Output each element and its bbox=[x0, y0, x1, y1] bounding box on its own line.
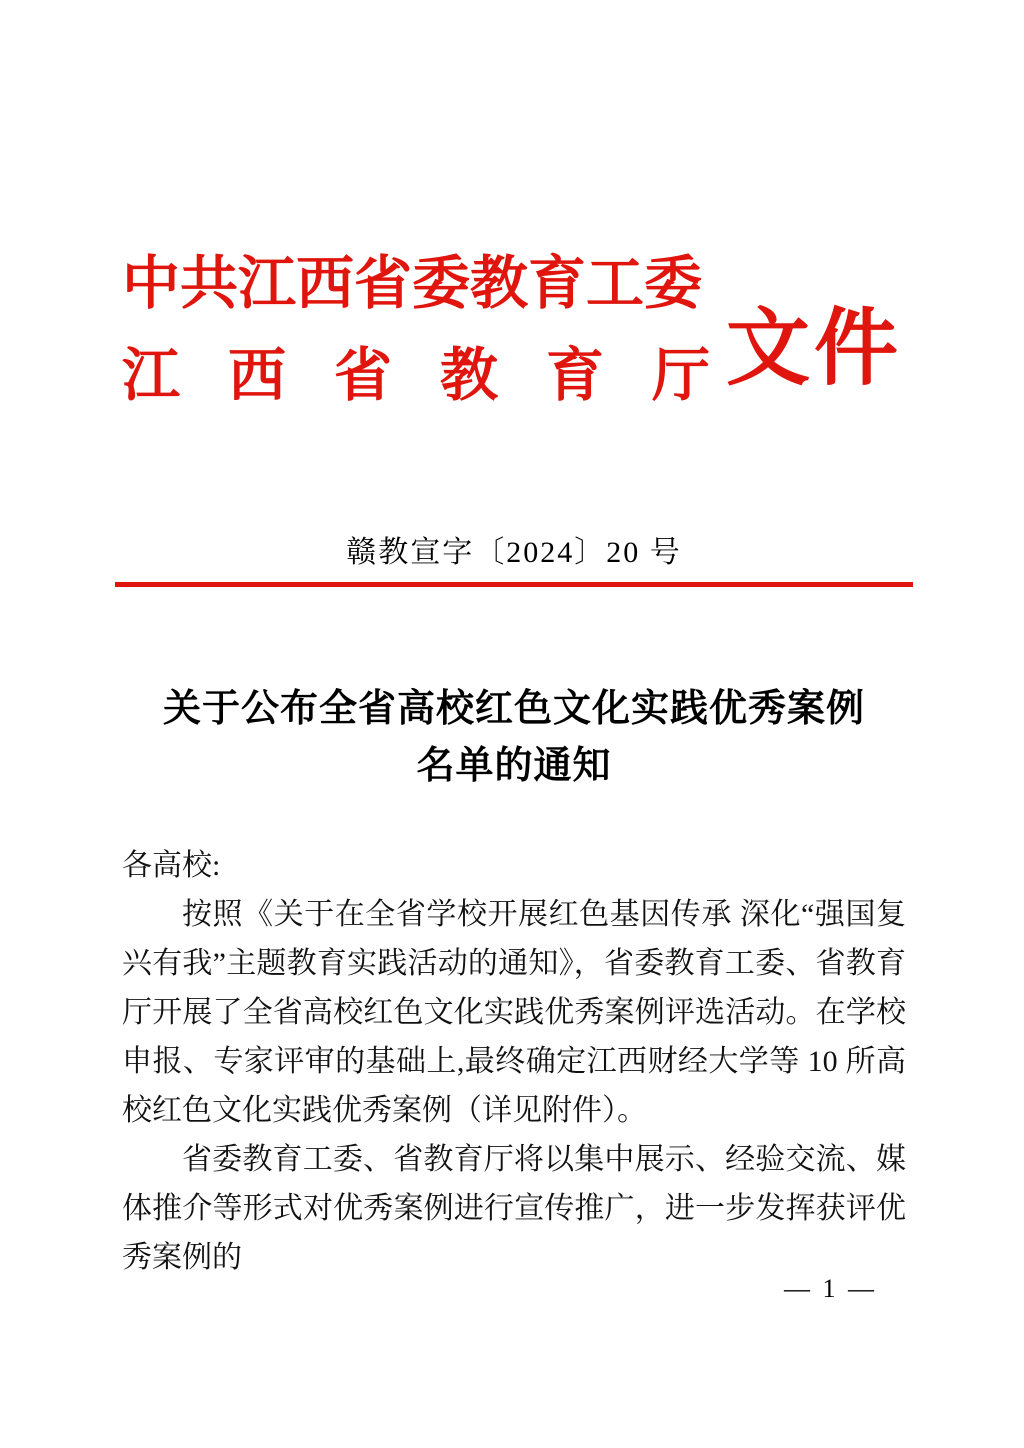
title-line-2: 名单的通知 bbox=[416, 745, 612, 787]
org-name-line2: 江西省教育厅 bbox=[122, 343, 710, 408]
body-paragraph-1: 按照《关于在全省学校开展红色基因传承 深化“强国复兴有我”主题教育实践活动的通知》，省委教育工委、省教育厅开展了全省高校红色文化实践优秀案例评选活动。在学校申报、专家评审的基础上,最终确定江西财经大学等 10 所高校红色文化实践优秀案例（详见附件）。 bbox=[122, 898, 906, 1127]
document-title bbox=[122, 681, 906, 795]
page-number: — 1 — bbox=[784, 1274, 877, 1303]
letterhead bbox=[122, 238, 906, 422]
salutation: 各高校: bbox=[122, 849, 221, 882]
org-name-line1: 中共江西省委教育工委 bbox=[122, 251, 703, 316]
body-paragraph-2: 省委教育工委、省教育厅将以集中展示、经验交流、媒体推介等形式对优秀案例进行宣传推广，进一步发挥获评优秀案例的 bbox=[122, 1143, 906, 1274]
issuing-org-names bbox=[122, 238, 710, 422]
document-type-label: 文件 bbox=[726, 302, 903, 396]
document-body bbox=[122, 841, 906, 1282]
document-number: 赣教宣字〔2024〕20 号 bbox=[346, 536, 682, 569]
red-divider-line bbox=[115, 582, 913, 587]
title-line-1: 关于公布全省高校红色文化实践优秀案例 bbox=[162, 688, 865, 730]
